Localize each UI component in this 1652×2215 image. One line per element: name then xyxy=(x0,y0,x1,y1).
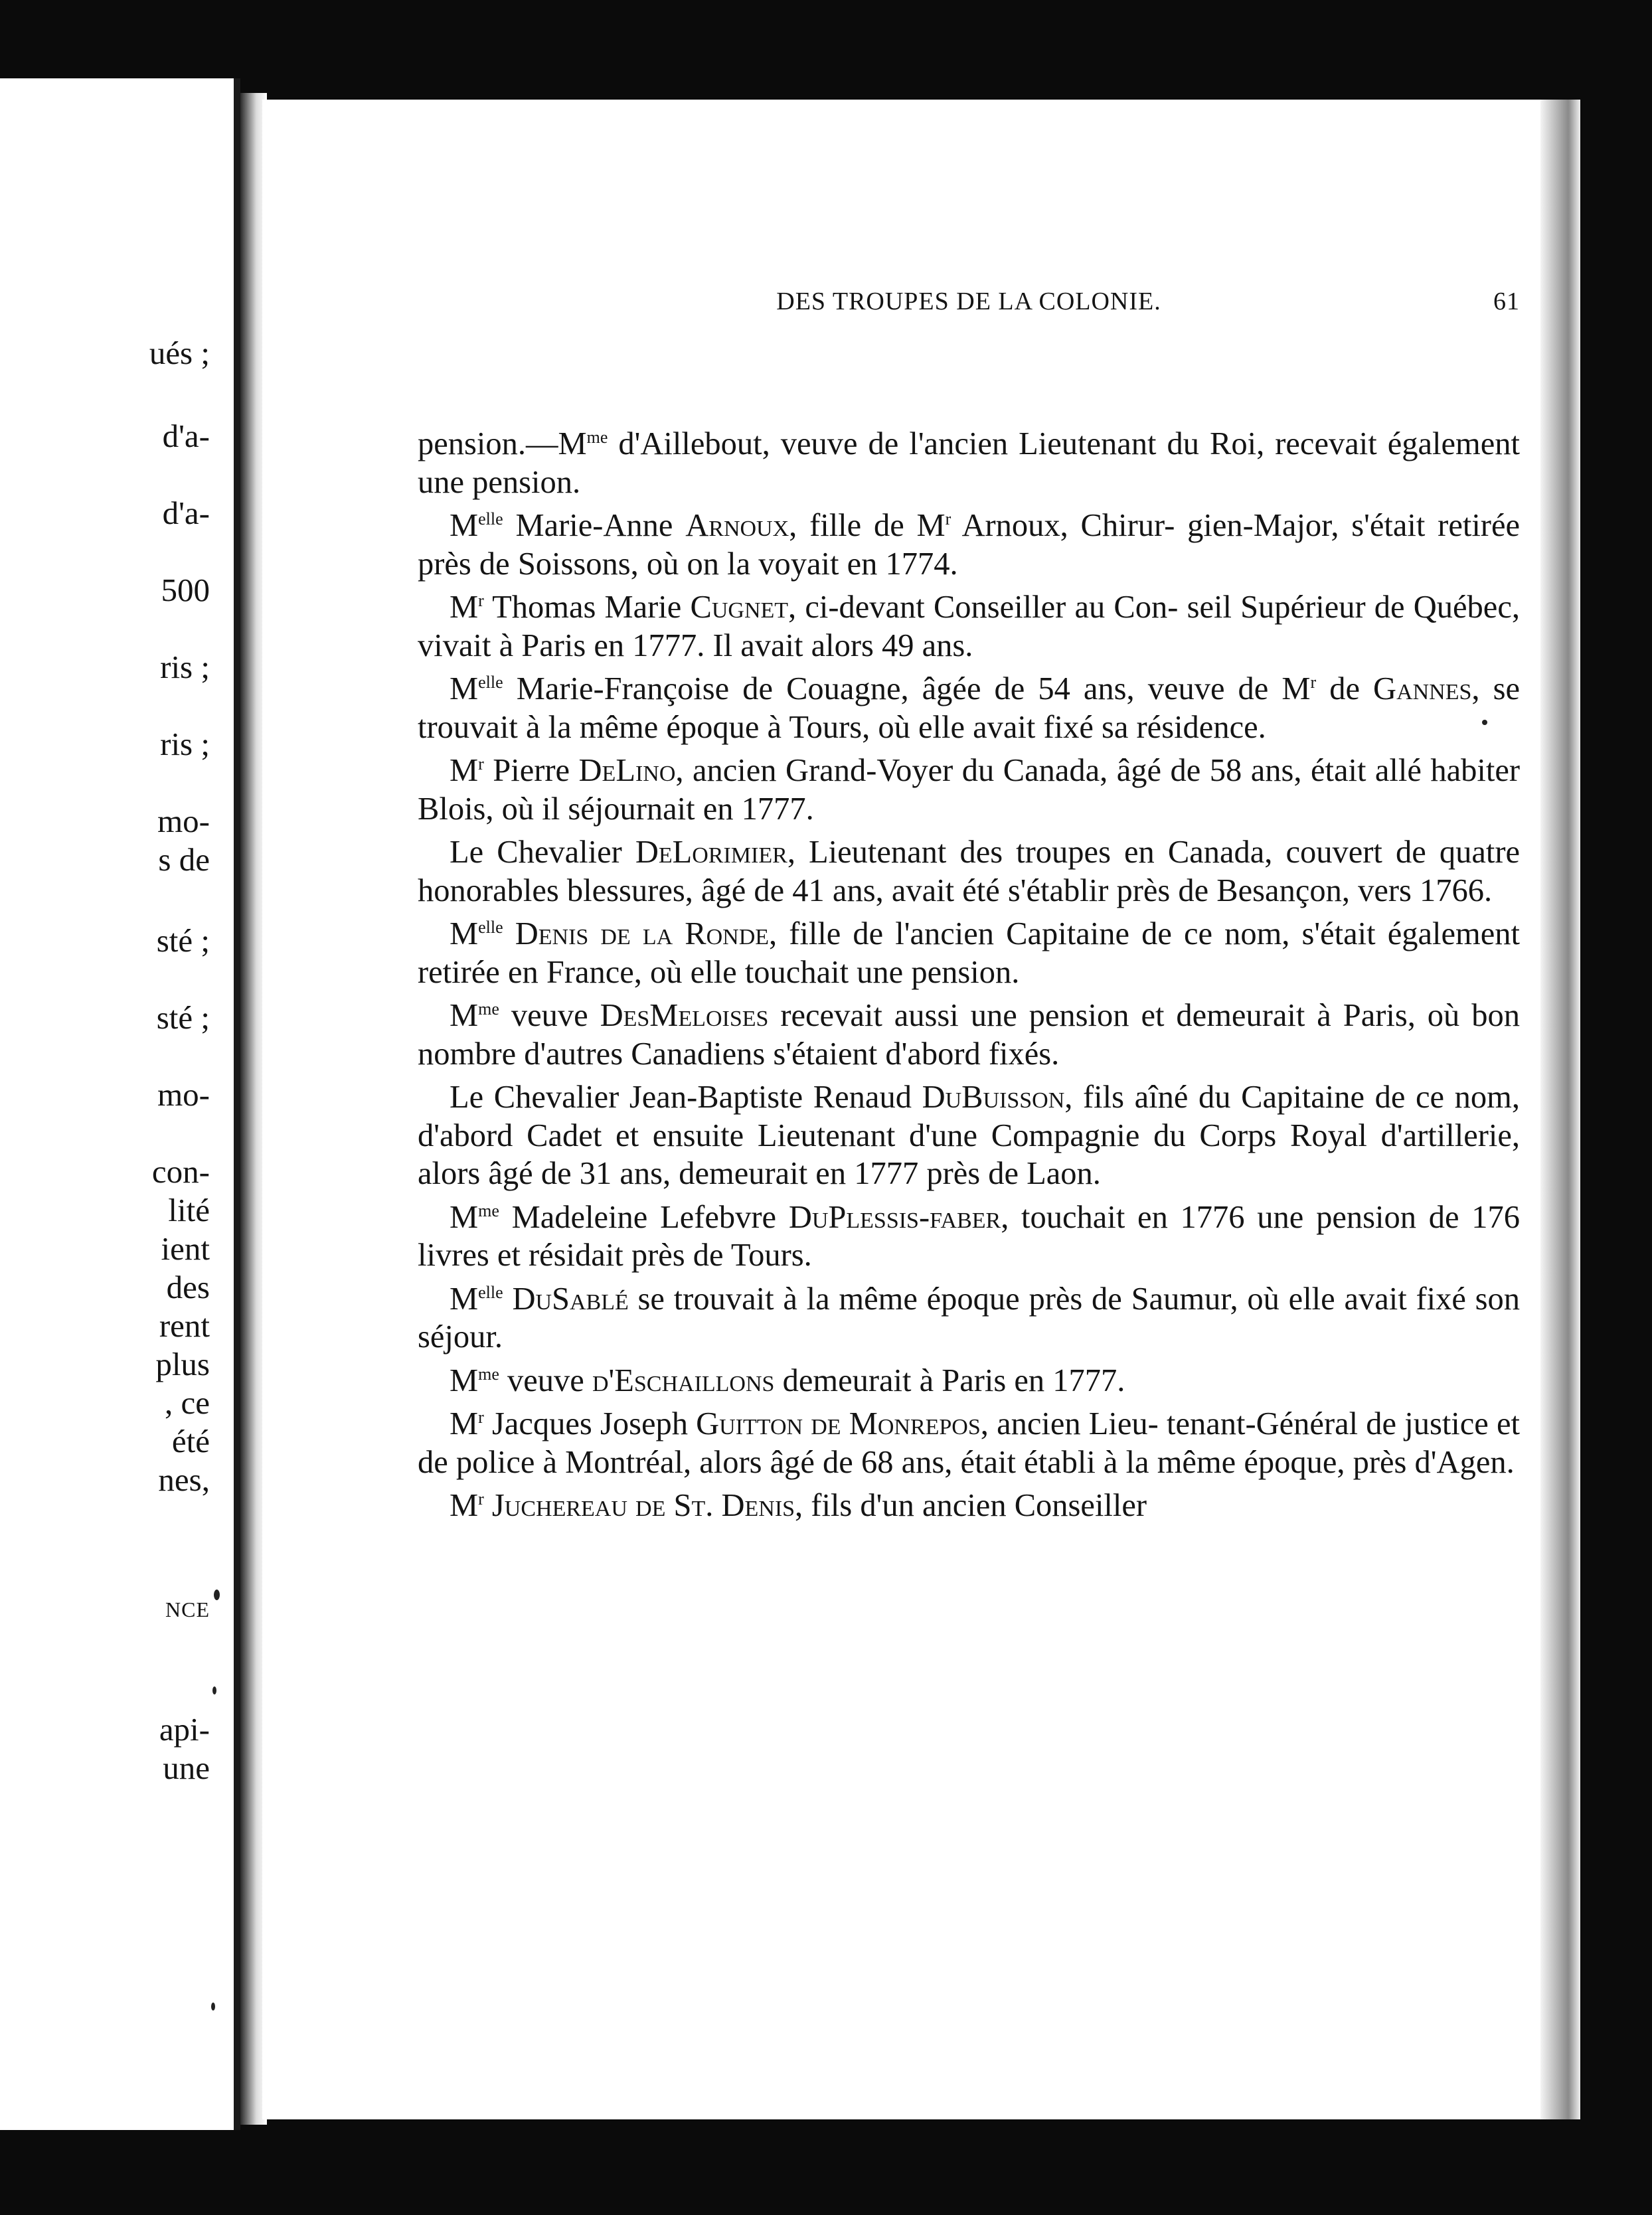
book-page xyxy=(262,100,1567,2119)
left-page-fragment-line: des xyxy=(166,1269,210,1305)
surname-small-caps: d'Eschaillons xyxy=(592,1362,775,1398)
left-page-fragment-line: ués ; xyxy=(149,335,210,371)
surname-small-caps: DeLino xyxy=(578,753,676,788)
surname-small-caps: Juchereau de St. Denis xyxy=(491,1488,795,1523)
paragraph: $M^{me}$ veuve DesMeloises recevait aussi une pension et demeurait à Paris, où bon nombre d'autres Canadiens s'étaient d'abord fixés. xyxy=(418,998,1520,1072)
left-page-fragment-line: ris ; xyxy=(160,726,210,762)
abbreviation-superscript: elle xyxy=(478,917,503,937)
paragraph: $M^{me}$ Madeleine Lefebvre DuPlessis-faber, touchait en 1776 une pension de 176 livres et résidait près de Tours. xyxy=(418,1199,1520,1273)
left-page-fragment-line: lité xyxy=(168,1192,210,1228)
left-page-fragment-line: une xyxy=(163,1750,210,1786)
abbreviation-superscript: me xyxy=(478,1364,499,1384)
abbreviation-superscript: r xyxy=(478,590,484,610)
abbreviation-superscript: r xyxy=(478,1489,484,1509)
surname-small-caps: Arnoux xyxy=(685,508,789,543)
abbreviation-superscript: me xyxy=(586,427,608,447)
surname-small-caps: DeLorimier xyxy=(635,835,787,870)
page-number: 61 xyxy=(1493,287,1520,315)
left-page-fragment-line: , ce xyxy=(165,1384,210,1421)
page-edge-shadow xyxy=(1540,100,1580,2119)
running-title: DES TROUPES DE LA COLONIE. xyxy=(776,287,1161,315)
surname-small-caps: Guitton de Monrepos xyxy=(696,1406,981,1441)
left-page-fragment-line: sté ; xyxy=(156,922,210,959)
surname-small-caps: Cugnet xyxy=(690,590,789,625)
left-page-fragment-line: mo- xyxy=(157,1076,210,1113)
abbreviation-superscript: elle xyxy=(478,509,503,529)
left-page-fragment-line: nes, xyxy=(158,1461,210,1498)
left-page-fragment-line: ris ; xyxy=(160,649,210,685)
left-page-fragment-line: con- xyxy=(151,1153,210,1190)
abbreviation-superscript: elle xyxy=(478,1282,503,1302)
paragraph: $M^{elle}$ Marie-Anne Arnoux, fille de $M^r$ Arnoux, Chirur- gien-Major, s'était retirée près de Soissons, où on la voyait en 1774. xyxy=(418,508,1520,582)
paragraph: $M^r$ Juchereau de St. Denis, fils d'un ancien Conseiller xyxy=(450,1488,1147,1523)
paragraph: Le Chevalier Jean-Baptiste Renaud DuBuisson, fils aîné du Capitaine de ce nom, d'abord Cadet et ensuite Lieutenant d'une Compagnie du Corps Royal d'artillerie, alors âgé de 31 ans, demeurait en 1777 près de Laon. xyxy=(418,1080,1520,1191)
paragraph: $M^{elle}$ Marie-Françoise de Couagne, âgée de 54 ans, veuve de $M^r$ de Gannes, se trouvait à la même époque à Tours, où elle avait fixé sa résidence. xyxy=(418,671,1520,745)
left-page-fragment-line: api- xyxy=(159,1711,210,1748)
left-page-fragment-line: d'a- xyxy=(162,495,210,531)
abbreviation-superscript: r xyxy=(478,754,484,774)
surname-small-caps: DuPlessis-faber xyxy=(788,1199,1001,1235)
surname-small-caps: DuBuisson xyxy=(922,1080,1065,1115)
left-page-fragment-line: s de xyxy=(158,841,210,878)
paragraph: $M^{elle}$ DuSablé se trouvait à la même époque près de Saumur, où elle avait fixé son séjour. xyxy=(418,1281,1521,1354)
scan-speck xyxy=(1482,720,1487,725)
surname-small-caps: Gannes xyxy=(1373,671,1472,706)
surname-small-caps: Denis de la Ronde xyxy=(515,916,770,951)
left-page-fragment-line: plus xyxy=(155,1346,210,1382)
paragraph: $M^{me}$ veuve d'Eschaillons demeurait à Paris en 1777. xyxy=(450,1362,1125,1398)
left-page-fragment-line: rent xyxy=(159,1307,210,1344)
abbreviation-superscript: r xyxy=(1310,672,1317,692)
paragraph: $pension.—M^{me}$ d'Aillebout, veuve de l'ancien Lieutenant du Roi, recevait également une pension. xyxy=(418,426,1520,500)
scan-speck xyxy=(214,1590,220,1600)
left-page-fragment-line: sté ; xyxy=(156,999,210,1036)
abbreviation-superscript: elle xyxy=(478,672,503,692)
paragraph: $M^r$ Pierre DeLino, ancien Grand-Voyer du Canada, âgé de 58 ans, était allé habiter Blois, où il séjournait en 1777. xyxy=(418,753,1520,827)
abbreviation-superscript: me xyxy=(478,1200,499,1220)
paragraph: Le Chevalier DeLorimier, Lieutenant des troupes en Canada, couvert de quatre honorables blessures, âgé de 41 ans, avait été s'établir près de Besançon, vers 1766. xyxy=(418,835,1520,908)
left-page-fragment-line: ient xyxy=(161,1230,210,1267)
abbreviation-superscript: me xyxy=(478,999,499,1019)
left-page-fragment-line: d'a- xyxy=(162,418,210,454)
left-page-text-fragments xyxy=(0,78,234,2130)
surname-small-caps: DuSablé xyxy=(512,1281,629,1317)
scan-speck xyxy=(212,1686,216,1694)
paragraph: $M^r$ Thomas Marie Cugnet, ci-devant Conseiller au Con- seil Supérieur de Québec, vivait à Paris en 1777. Il avait alors 49 ans. xyxy=(418,590,1520,663)
running-header xyxy=(418,287,1520,327)
left-page-fragment-line: NCE xyxy=(165,1598,210,1621)
page-body xyxy=(418,425,1520,1525)
left-page-fragment-line: été xyxy=(171,1423,210,1459)
abbreviation-superscript: r xyxy=(945,509,951,529)
left-page-fragment-line: 500 xyxy=(161,572,210,608)
scan-speck xyxy=(211,2003,215,2010)
left-page-fragment-line: mo- xyxy=(157,803,210,839)
paragraph: $M^r$ Jacques Joseph Guitton de Monrepos, ancien Lieu- tenant-Général de justice et de police à Montréal, alors âgé de 68 ans, était établi à la même époque, près d'Agen. xyxy=(418,1406,1520,1480)
abbreviation-superscript: r xyxy=(478,1407,484,1427)
paragraph: $M^{elle}$ Denis de la Ronde, fille de l'ancien Capitaine de ce nom, s'était également retirée en France, où elle touchait une pension. xyxy=(418,916,1520,990)
surname-small-caps: DesMeloises xyxy=(600,998,769,1033)
left-page-fragment xyxy=(0,78,240,2130)
